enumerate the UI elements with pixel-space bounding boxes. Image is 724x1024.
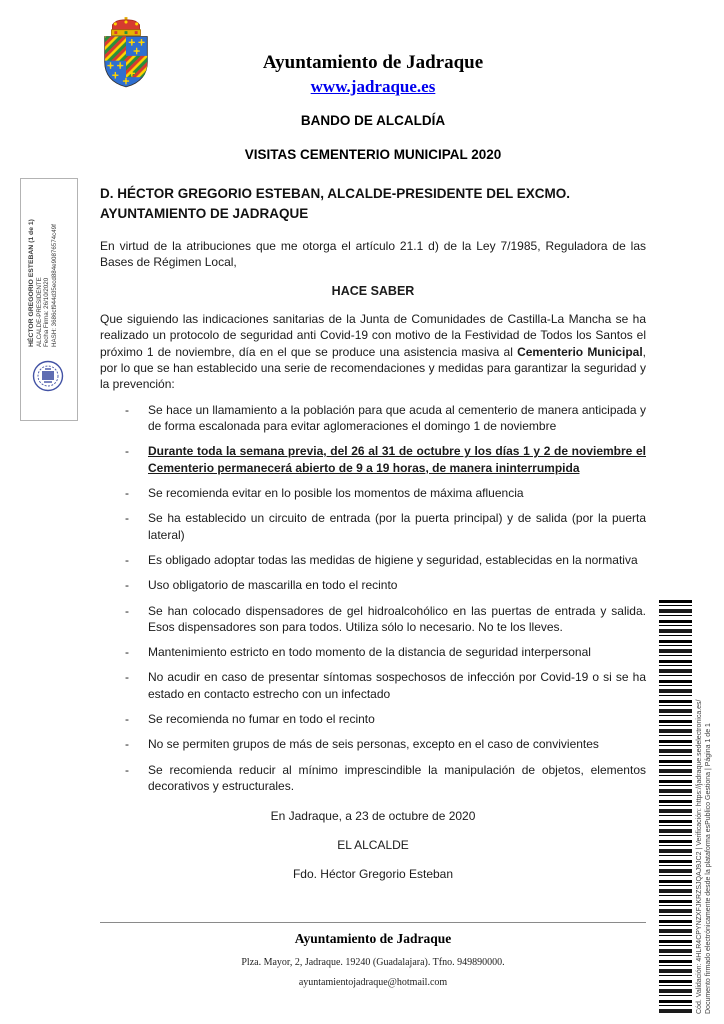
list-item <box>100 762 646 795</box>
context-post: , por lo que se han establecido una serie de recomendaciones y medidas para garantizar la seguridad y la prevención: <box>100 344 646 392</box>
validation-code-line: Cód. Validación: 4HLR4CPYNZXFJKRZSJQAJ9JC2 | Verificación: https://jadraque.sedelectronica.es/ <box>696 699 703 1014</box>
footer <box>100 931 646 988</box>
list-item <box>100 577 646 593</box>
footer-address: Plza. Mayor, 2, Jadraque. 19240 (Guadalajara). Tfno. 949890000. <box>241 957 505 968</box>
signer-name: HÉCTOR GREGORIO ESTEBAN (1 de 1) <box>28 219 35 347</box>
doc-subject-title: VISITAS CEMENTERIO MUNICIPAL 2020 <box>244 147 502 162</box>
date-place-line: En Jadraque, a 23 de octubre de 2020 <box>270 809 476 824</box>
list-item <box>100 485 646 501</box>
bullet-dash: - <box>125 670 129 685</box>
intro-paragraph: En virtud de la atribuciones que me otorga el artículo 21.1 d) de la Ley 7/1985, Reguladora de las Bases de Régimen Local, <box>100 238 646 269</box>
list-item <box>100 552 646 568</box>
bullet-dash: - <box>125 737 129 752</box>
signature-title-line: EL ALCALDE <box>337 838 409 853</box>
signer-role: ALCALDE-PRESIDENTE <box>36 277 44 347</box>
bullet-dash: - <box>125 444 129 459</box>
list-item <box>100 402 646 435</box>
bullet-text: Se ha establecido un circuito de entrada (por la puerta principal) y de salida (por la puerta lateral) <box>148 511 646 542</box>
bullet-text: Se recomienda reducir al mínimo imprescindible la manipulación de objetos, elementos decorativos y estructurales. <box>148 762 646 793</box>
bullet-text: Se recomienda evitar en lo posible los momentos de máxima afluencia <box>148 485 524 500</box>
context-paragraph <box>100 311 646 393</box>
bullet-dash: - <box>125 603 129 618</box>
bullet-text: No acudir en caso de presentar síntomas sospechosos de infección por Covid-19 o si se ha estado en contacto estrecho con un infectado <box>148 670 646 701</box>
list-item <box>100 669 646 702</box>
context-bold: Cementerio Municipal <box>517 344 643 359</box>
list-item <box>100 443 646 476</box>
list-item <box>100 736 646 752</box>
bullet-dash: - <box>125 402 129 417</box>
measures-list <box>100 402 646 795</box>
list-item <box>100 711 646 727</box>
doc-type-title: BANDO DE ALCALDÍA <box>300 113 446 128</box>
signature-name-line: Fdo. Héctor Gregorio Esteban <box>292 867 454 882</box>
signature-sidebar-text <box>28 187 58 347</box>
bullet-dash: - <box>125 511 129 526</box>
org-title: Ayuntamiento de Jadraque <box>262 52 484 73</box>
mayor-heading: D. HÉCTOR GREGORIO ESTEBAN, ALCALDE-PRESIDENTE DEL EXCMO. AYUNTAMIENTO DE JADRAQUE <box>100 186 571 222</box>
list-item <box>100 644 646 660</box>
bullet-text: Es obligado adoptar todas las medidas de higiene y seguridad, establecidas en la normativa <box>148 552 638 567</box>
bullet-dash: - <box>125 645 129 660</box>
list-item <box>100 510 646 543</box>
bullet-dash: - <box>125 552 129 567</box>
list-item <box>100 603 646 636</box>
barcode-icon <box>659 600 692 1014</box>
signature-sidebar <box>20 178 78 421</box>
document-body <box>100 14 646 881</box>
bullet-dash: - <box>125 712 129 727</box>
bullet-dash: - <box>125 485 129 500</box>
bullet-text: No se permiten grupos de más de seis personas, excepto en el caso de convivientes <box>148 737 599 752</box>
validation-platform-line: Documento firmado electrónicamente desde la plataforma esPublico Gestiona | Página 1 de 1 <box>705 723 713 1014</box>
footer-org-name: Ayuntamiento de Jadraque <box>294 931 452 946</box>
bullet-text: Se hace un llamamiento a la población para que acuda al cementerio de manera anticipada y de forma escalonada para evitar aglomeraciones el domingo 1 de noviembre <box>148 402 646 433</box>
context-pre: Que siguiendo las indicaciones sanitarias de la Junta de Comunidades de Castilla-La Mancha se ha realizado un protocolo de seguridad anti Covid-19 con motivo de la Festividad de Todos los Santos el próximo 1 de noviembre, día en el que se produce una asistencia masiva al <box>100 312 646 359</box>
bullet-text-emphasized: Durante toda la semana previa, del 26 al 31 de octubre y los días 1 y 2 de noviembre el Cementerio permanecerá abierto de 9 a 19 horas, de manera ininterrumpida <box>148 444 646 475</box>
signature-hash: HASH: 3686cf944d35ecd884e90876574c49f <box>50 224 58 347</box>
website-link[interactable]: www.jadraque.es <box>310 77 436 96</box>
bullet-text: Se recomienda no fumar en todo el recinto <box>148 712 375 727</box>
footer-email: ayuntamientojadraque@hotmail.com <box>298 977 448 988</box>
bullet-text: Uso obligatorio de mascarilla en todo el recinto <box>148 578 398 593</box>
bullet-text: Mantenimiento estricto en todo momento de la distancia de seguridad interpersonal <box>148 645 591 660</box>
validation-sidebar-text <box>695 600 713 1014</box>
footer-divider <box>100 922 646 923</box>
signature-date: Fecha Firma: 26/10/2020 <box>43 277 51 347</box>
bullet-dash: - <box>125 578 129 593</box>
official-seal-icon <box>32 360 64 397</box>
hace-saber-heading: HACE SABER <box>331 284 415 299</box>
bullet-text: Se han colocado dispensadores de gel hidroalcohólico en las puertas de entrada y salida. Esos dispensadores son para todos. Utiliza sólo lo necesario. No te los lleves. <box>148 603 646 634</box>
bullet-dash: - <box>125 762 129 777</box>
